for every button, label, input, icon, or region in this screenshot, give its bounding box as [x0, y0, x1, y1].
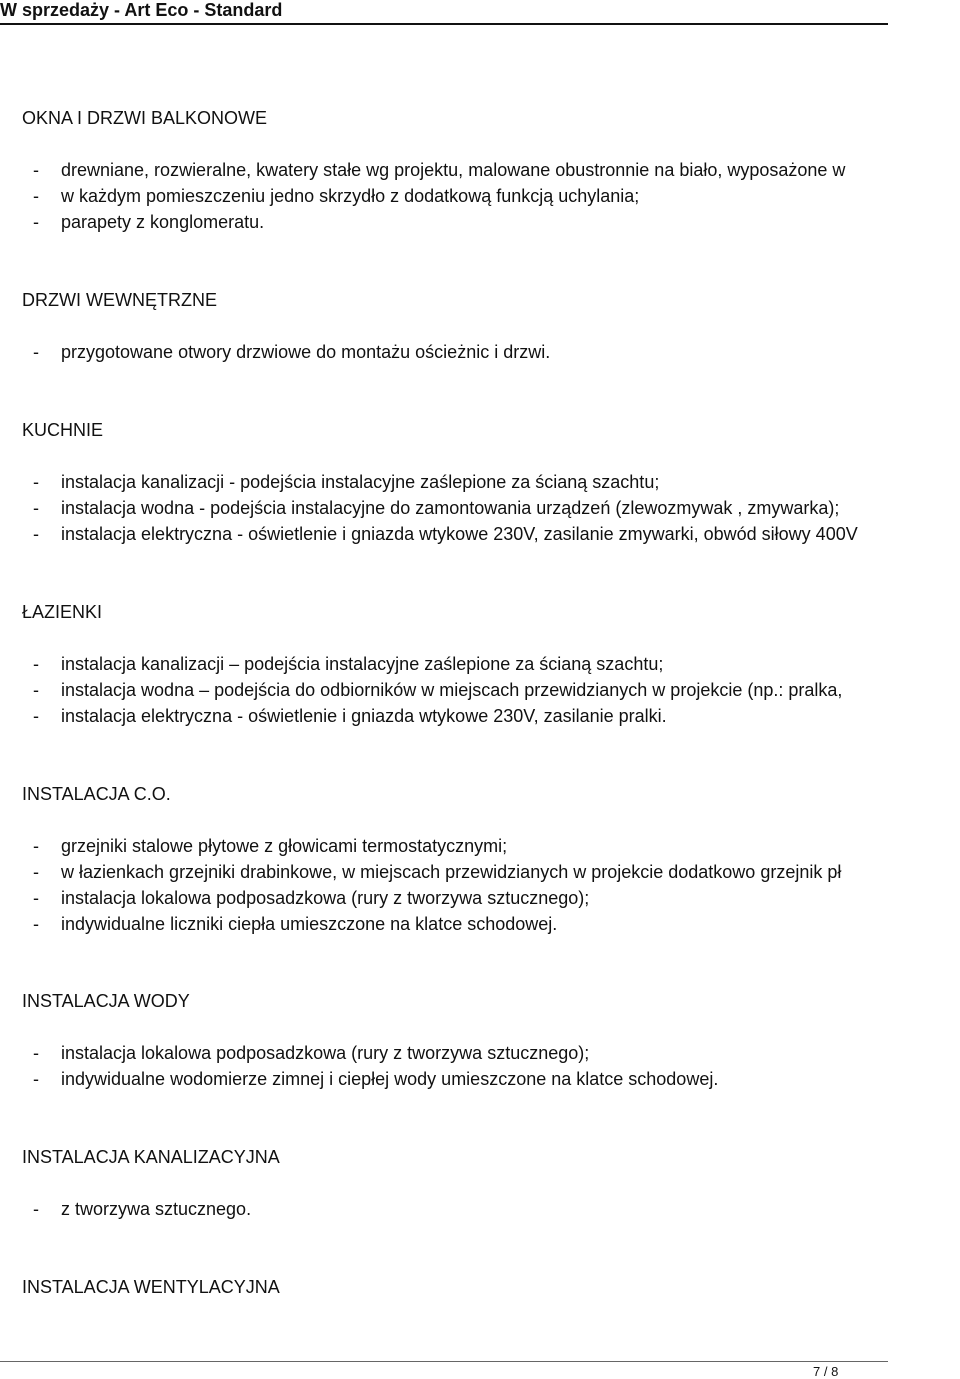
- bullet-dash: -: [33, 1069, 39, 1089]
- bullet-dash: -: [33, 1199, 39, 1219]
- section-heading-instalacja-kanalizacyjna: INSTALACJA KANALIZACYJNA: [22, 1147, 280, 1167]
- list-item-text: instalacja lokalowa podposadzkowa (rury z tworzywa sztucznego);: [61, 1043, 590, 1063]
- page-number: 7 / 8: [813, 1364, 839, 1379]
- list-item-text: w każdym pomieszczeniu jedno skrzydło z dodatkową funkcją uchylania;: [61, 186, 640, 206]
- bullet-dash: -: [33, 498, 39, 518]
- list-item-text: instalacja elektryczna - oświetlenie i gniazda wtykowe 230V, zasilanie zmywarki, obwód siłowy 400V: [61, 524, 858, 544]
- bullet-dash: -: [33, 524, 39, 544]
- bullet-dash: -: [33, 706, 39, 726]
- bullet-dash: -: [33, 1043, 39, 1063]
- header-divider: [0, 23, 888, 25]
- bullet-dash: -: [33, 472, 39, 492]
- list-item-text: przygotowane otwory drzwiowe do montażu ościeżnic i drzwi.: [61, 342, 551, 362]
- bullet-dash: -: [33, 862, 39, 882]
- bullet-dash: -: [33, 342, 39, 362]
- document-title: W sprzedaży - Art Eco - Standard: [0, 0, 283, 20]
- list-item-text: parapety z konglomeratu.: [61, 212, 265, 232]
- list-item-text: z tworzywa sztucznego.: [61, 1199, 252, 1219]
- section-heading-lazienki: ŁAZIENKI: [22, 602, 103, 622]
- list-item-text: w łazienkach grzejniki drabinkowe, w miejscach przewidzianych w projekcie dodatkowo grzejnik pł: [61, 862, 842, 882]
- bullet-dash: -: [33, 160, 39, 180]
- section-heading-drzwi: DRZWI WEWNĘTRZNE: [22, 290, 217, 310]
- bullet-dash: -: [33, 888, 39, 908]
- list-item-text: grzejniki stalowe płytowe z głowicami termostatycznymi;: [61, 836, 508, 856]
- list-item-text: instalacja lokalowa podposadzkowa (rury z tworzywa sztucznego);: [61, 888, 590, 908]
- bullet-dash: -: [33, 212, 39, 232]
- list-item-text: instalacja wodna - podejścia instalacyjne do zamontowania urządzeń (zlewozmywak , zmywarka);: [61, 498, 840, 518]
- list-item-text: instalacja wodna – podejścia do odbiorników w miejscach przewidzianych w projekcie (np.: pralka,: [61, 680, 843, 700]
- list-item-text: indywidualne liczniki ciepła umieszczone na klatce schodowej.: [61, 914, 558, 934]
- list-item-text: instalacja kanalizacji - podejścia instalacyjne zaślepione za ścianą szachtu;: [61, 472, 660, 492]
- bullet-dash: -: [33, 836, 39, 856]
- section-heading-instalacja-wentylacyjna: INSTALACJA WENTYLACYJNA: [22, 1277, 280, 1297]
- bullet-dash: -: [33, 186, 39, 206]
- bullet-dash: -: [33, 914, 39, 934]
- section-heading-kuchnie: KUCHNIE: [22, 420, 104, 440]
- section-heading-instalacja-co: INSTALACJA C.O.: [22, 784, 171, 804]
- section-heading-okna: OKNA I DRZWI BALKONOWE: [22, 108, 268, 128]
- bullet-dash: -: [33, 680, 39, 700]
- list-item-text: instalacja elektryczna - oświetlenie i gniazda wtykowe 230V, zasilanie pralki.: [61, 706, 667, 726]
- list-item-text: instalacja kanalizacji – podejścia instalacyjne zaślepione za ścianą szachtu;: [61, 654, 664, 674]
- bullet-dash: -: [33, 654, 39, 674]
- section-heading-instalacja-wody: INSTALACJA WODY: [22, 991, 190, 1011]
- list-item-text: drewniane, rozwieralne, kwatery stałe wg projektu, malowane obustronnie na biało, wyposażone w: [61, 160, 846, 180]
- footer-divider: [0, 1361, 888, 1362]
- list-item-text: indywidualne wodomierze zimnej i ciepłej wody umieszczone na klatce schodowej.: [61, 1069, 719, 1089]
